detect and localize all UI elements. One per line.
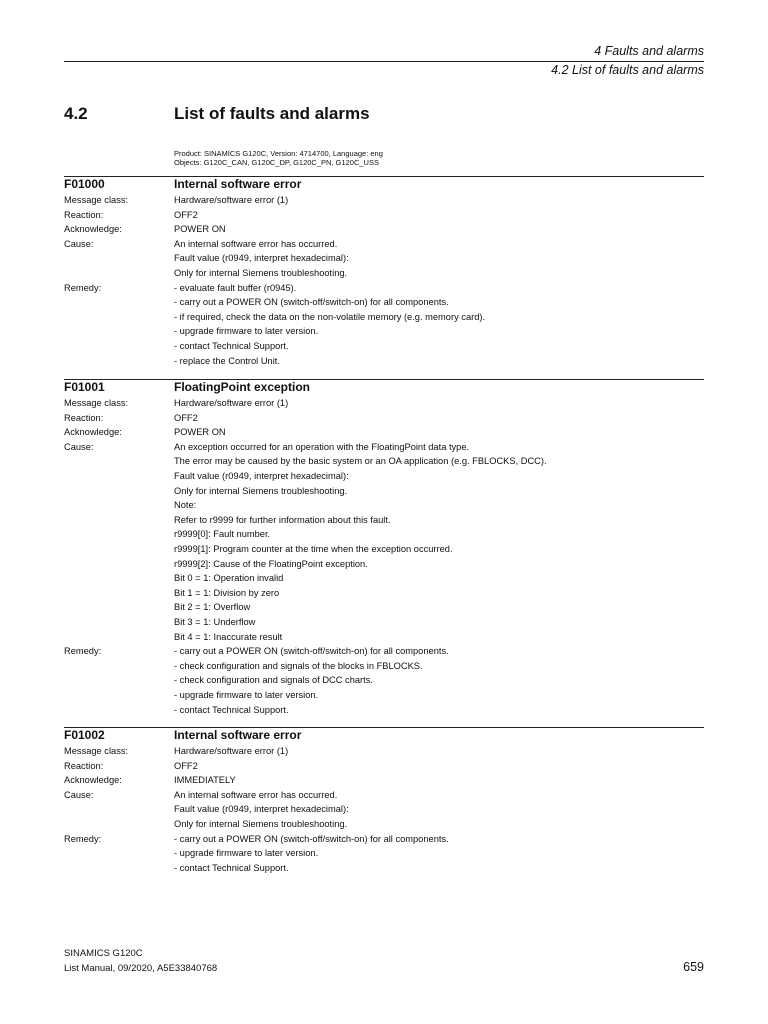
cause-value: An exception occurred for an operation with the FloatingPoint data type. (174, 441, 470, 452)
acknowledge-value: IMMEDIATELY (174, 775, 236, 786)
cause-row (64, 788, 704, 803)
remedy-value: - upgrade firmware to later version. (174, 848, 319, 859)
cause-value: Only for internal Siemens troubleshooting. (174, 819, 348, 829)
acknowledge-label: Acknowledge: (64, 224, 122, 235)
running-header-section: 4.2 List of faults and alarms (551, 63, 704, 77)
acknowledge-row (64, 773, 704, 788)
remedy-value: - check configuration and signals of the blocks in FBLOCKS. (174, 660, 423, 671)
cause-label: Cause: (64, 789, 94, 800)
cause-row (64, 237, 704, 252)
cause-value: Fault value (r0949, interpret hexadecimal): (174, 804, 349, 815)
cause-row (64, 498, 704, 513)
remedy-row (64, 673, 704, 688)
remedy-row (64, 324, 704, 339)
message-class-label: Message class: (64, 195, 129, 205)
cause-row (64, 266, 704, 281)
remedy-row (64, 644, 704, 659)
cause-label: Cause: (64, 441, 94, 452)
cause-label: Cause: (64, 238, 94, 249)
message-class-value: Hardware/software error (1) (174, 746, 289, 756)
cause-row (64, 630, 704, 645)
fault-code: F01001 (64, 380, 105, 394)
reaction-label: Reaction: (64, 412, 104, 423)
cause-row (64, 615, 704, 630)
remedy-value: - replace the Control Unit. (174, 355, 280, 366)
cause-row (64, 802, 704, 817)
product-info (174, 149, 383, 167)
reaction-value: OFF2 (174, 760, 198, 771)
remedy-value: - contact Technical Support. (174, 862, 289, 873)
remedy-value: - contact Technical Support. (174, 704, 289, 715)
page-number: 659 (683, 960, 704, 974)
message-class-value: Hardware/software error (1) (174, 195, 289, 205)
remedy-value: - upgrade firmware to later version. (174, 326, 319, 337)
fault-code: F01002 (64, 728, 105, 742)
cause-row (64, 527, 704, 542)
cause-row (64, 469, 704, 484)
remedy-value: - carry out a POWER ON (switch-off/switch-on) for all components. (174, 833, 449, 844)
fault-title: FloatingPoint exception (174, 380, 311, 394)
remedy-label: Remedy: (64, 646, 102, 657)
remedy-row (64, 295, 704, 310)
reaction-value: OFF2 (174, 209, 198, 220)
fault-code: F01000 (64, 177, 105, 191)
message-class-row (64, 744, 704, 759)
fault-title: Internal software error (174, 177, 302, 191)
cause-value: Note: (174, 500, 197, 511)
reaction-label: Reaction: (64, 209, 104, 220)
remedy-value: - check configuration and signals of DCC charts. (174, 675, 373, 686)
remedy-value: - if required, check the data on the non-volatile memory (e.g. memory card). (174, 311, 486, 322)
remedy-row (64, 281, 704, 296)
remedy-label: Remedy: (64, 833, 102, 844)
running-header-chapter: 4 Faults and alarms (594, 44, 704, 58)
reaction-value: OFF2 (174, 412, 198, 423)
cause-value: Refer to r9999 for further information about this fault. (174, 514, 391, 525)
cause-value: Bit 1 = 1: Division by zero (174, 587, 280, 598)
remedy-label: Remedy: (64, 282, 102, 293)
cause-row (64, 817, 704, 832)
cause-row (64, 440, 704, 455)
remedy-row (64, 354, 704, 369)
cause-value: Bit 2 = 1: Overflow (174, 602, 251, 613)
remedy-value: - carry out a POWER ON (switch-off/switch-on) for all components. (174, 646, 449, 657)
cause-value: The error may be caused by the basic system or an OA application (e.g. FBLOCKS, DCC). (174, 456, 547, 467)
cause-value: r9999[2]: Cause of the FloatingPoint exception. (174, 558, 368, 569)
fault-title: Internal software error (174, 728, 302, 742)
reaction-label: Reaction: (64, 760, 104, 771)
fault-heading (64, 177, 704, 193)
objects-line: Objects: G120C_CAN, G120C_DP, G120C_PN, G120C_USS (174, 158, 379, 167)
message-class-value: Hardware/software error (1) (174, 398, 289, 408)
message-class-row (64, 193, 704, 208)
remedy-value: - upgrade firmware to later version. (174, 690, 319, 700)
cause-value: Fault value (r0949, interpret hexadecimal): (174, 471, 349, 481)
remedy-row (64, 659, 704, 674)
cause-row (64, 513, 704, 528)
acknowledge-label: Acknowledge: (64, 775, 122, 786)
message-class-label: Message class: (64, 398, 129, 408)
remedy-value: - carry out a POWER ON (switch-off/switch-on) for all components. (174, 297, 449, 308)
remedy-row (64, 310, 704, 325)
reaction-row (64, 208, 704, 223)
cause-value: An internal software error has occurred. (174, 789, 338, 800)
product-line: Product: SINAMICS G120C, Version: 4714700, Language: eng (174, 149, 383, 158)
reaction-row (64, 411, 704, 426)
remedy-row (64, 861, 704, 876)
cause-value: Fault value (r0949, interpret hexadecimal): (174, 253, 349, 264)
cause-row (64, 251, 704, 266)
cause-value: Only for internal Siemens troubleshooting. (174, 485, 348, 496)
section-title: List of faults and alarms (174, 104, 370, 123)
cause-row (64, 600, 704, 615)
message-class-row (64, 396, 704, 411)
cause-row (64, 484, 704, 499)
remedy-row (64, 688, 704, 703)
remedy-row (64, 339, 704, 354)
section-number: 4.2 (64, 104, 88, 123)
acknowledge-label: Acknowledge: (64, 427, 122, 438)
remedy-row (64, 832, 704, 847)
remedy-row (64, 703, 704, 718)
acknowledge-value: POWER ON (174, 224, 226, 235)
remedy-row (64, 846, 704, 861)
fault-heading (64, 728, 704, 744)
cause-row (64, 557, 704, 572)
header-rule (64, 61, 704, 62)
cause-value: Bit 0 = 1: Operation invalid (174, 573, 284, 584)
acknowledge-row (64, 425, 704, 440)
cause-value: Only for internal Siemens troubleshooting. (174, 268, 348, 278)
cause-value: An internal software error has occurred. (174, 238, 338, 249)
cause-row (64, 571, 704, 586)
cause-row (64, 542, 704, 557)
reaction-row (64, 759, 704, 774)
acknowledge-row (64, 222, 704, 237)
cause-value: Bit 4 = 1: Inaccurate result (174, 631, 283, 642)
cause-row (64, 454, 704, 469)
message-class-label: Message class: (64, 746, 129, 756)
cause-value: r9999[1]: Program counter at the time when the exception occurred. (174, 544, 453, 554)
footer-product: SINAMICS G120C (64, 948, 143, 959)
fault-heading (64, 380, 704, 396)
acknowledge-value: POWER ON (174, 427, 226, 438)
cause-value: r9999[0]: Fault number. (174, 529, 271, 540)
cause-value: Bit 3 = 1: Underflow (174, 617, 256, 627)
remedy-value: - contact Technical Support. (174, 341, 289, 351)
remedy-value: - evaluate fault buffer (r0945). (174, 282, 297, 293)
footer-manual: List Manual, 09/2020, A5E33840768 (64, 963, 218, 974)
cause-row (64, 586, 704, 601)
